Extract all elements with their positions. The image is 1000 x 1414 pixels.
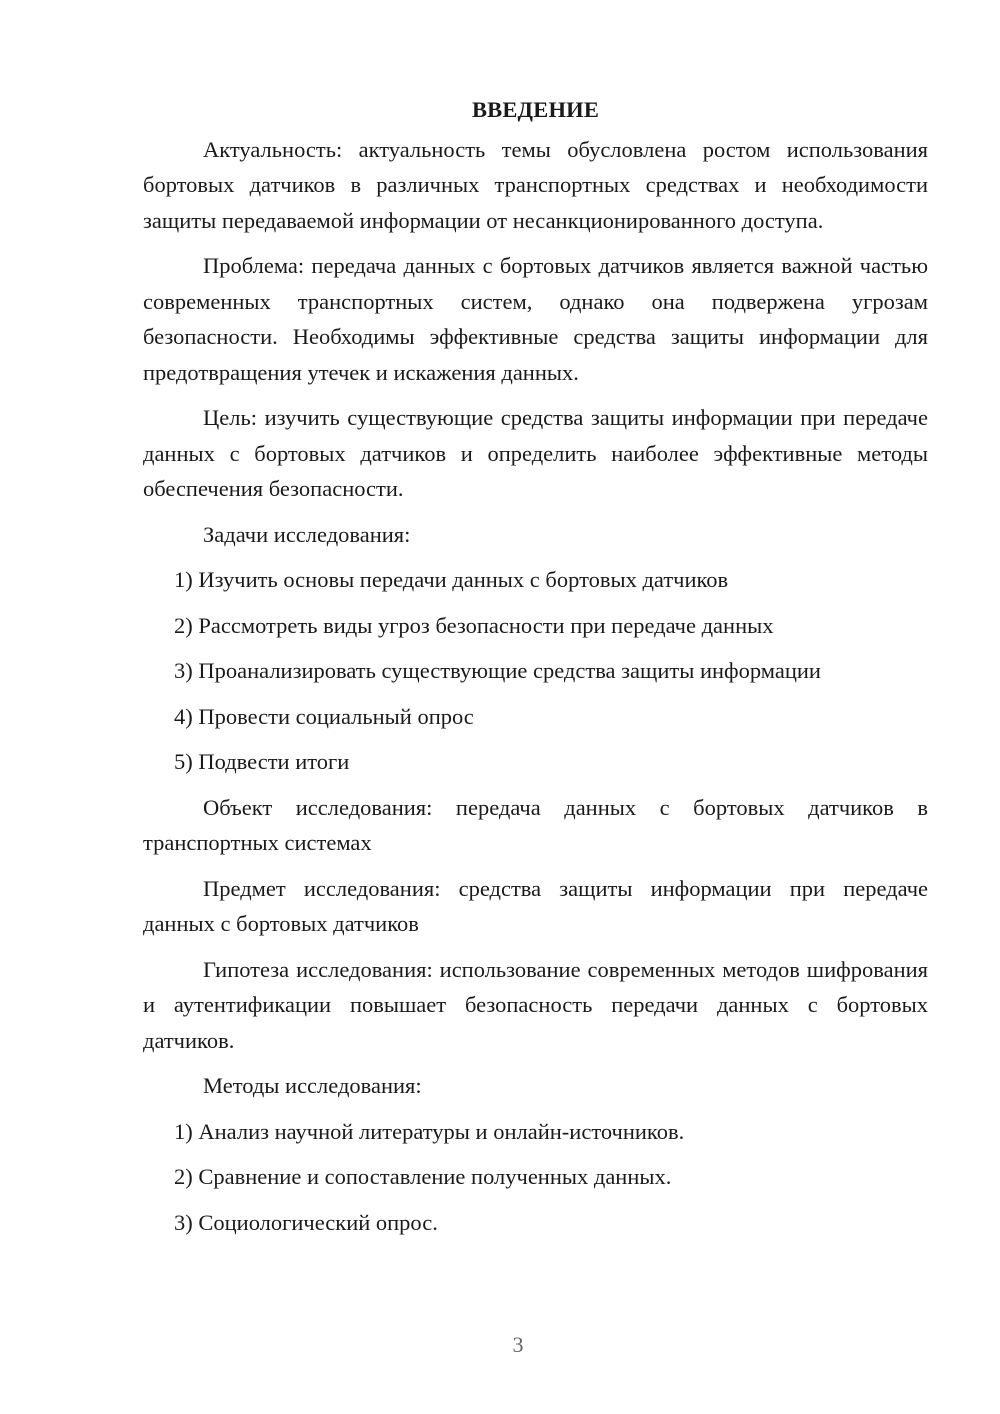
tasks-heading: Задачи исследования:	[203, 521, 411, 547]
paragraph-object: Объект исследования: передача данных с бортовых датчиков в транспортных системах	[143, 794, 928, 855]
task-item: 5) Подвести итоги	[174, 749, 350, 774]
methods-list	[143, 1114, 928, 1241]
task-item: 4) Провести социальный опрос	[174, 703, 474, 729]
page-content	[143, 92, 928, 1250]
methods-heading: Методы исследования:	[203, 1073, 422, 1098]
page-number: 3	[512, 1332, 524, 1357]
paragraph-problem: Проблема: передача данных с бортовых датчиков является важной частью современных транспортных систем, однако она подвержена угрозам безопасности. Необходимы эффективные средства защиты информации для предотвращения утечек и искажения данных.	[143, 253, 928, 385]
paragraph-goal: Цель: изучить существующие средства защиты информации при передаче данных с бортовых датчиков и определить наиболее эффективные методы обеспечения безопасности.	[143, 405, 928, 501]
task-item: 2) Рассмотреть виды угроз безопасности при передаче данных	[174, 612, 774, 638]
method-item: 1) Анализ научной литературы и онлайн-источников.	[174, 1118, 685, 1144]
task-item: 3) Проанализировать существующие средства защиты информации	[174, 658, 821, 683]
method-item: 2) Сравнение и сопоставление полученных данных.	[174, 1164, 672, 1189]
tasks-list	[143, 562, 928, 780]
paragraph-subject: Предмет исследования: средства защиты информации при передаче данных с бортовых датчиков	[143, 875, 928, 936]
page-title: ВВЕДЕНИЕ	[471, 97, 600, 122]
method-item: 3) Социологический опрос.	[174, 1209, 438, 1235]
paragraph-relevance: Актуальность: актуальность темы обусловлена ростом использования бортовых датчиков в различных транспортных средствах и необходимости защиты передаваемой информации от несанкционированного доступа.	[143, 136, 928, 233]
paragraph-hypothesis: Гипотеза исследования: использование современных методов шифрования и аутентификации повышает безопасность передачи данных с бортовых датчиков.	[143, 956, 928, 1053]
task-item: 1) Изучить основы передачи данных с бортовых датчиков	[174, 567, 729, 592]
